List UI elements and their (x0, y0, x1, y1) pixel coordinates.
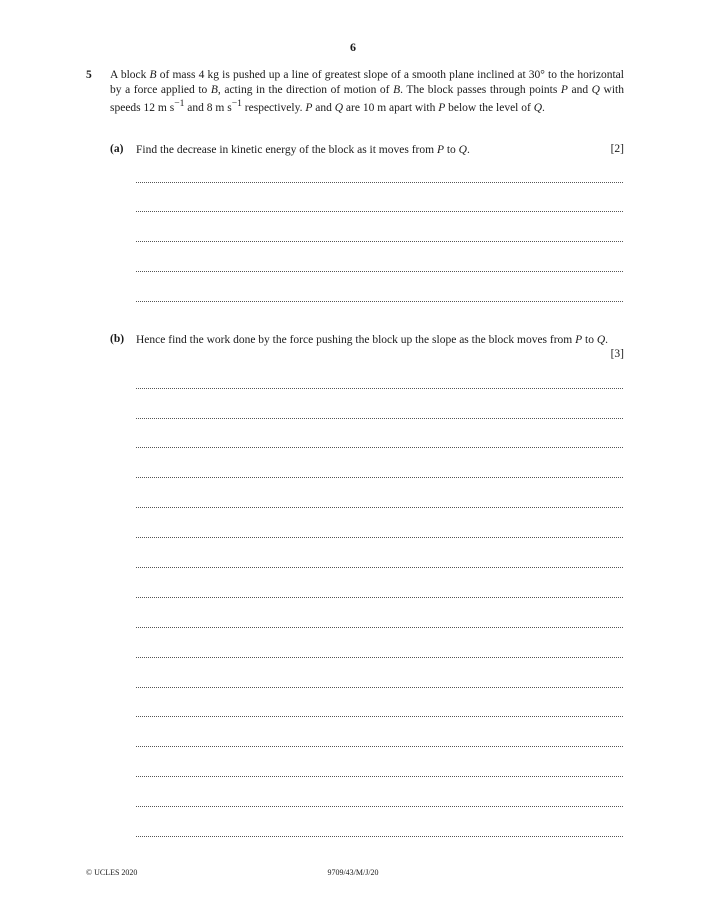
answer-line[interactable] (136, 182, 623, 183)
stem-exponent: −1 (174, 98, 185, 109)
part-b-text (136, 333, 624, 348)
stem-text: , acting in the direction of motion of (217, 83, 394, 96)
part-a-text-1: Find the decrease in kinetic energy of the block as it moves from (136, 144, 437, 156)
answer-line[interactable] (136, 507, 623, 508)
part-b-text-2: to (582, 334, 597, 346)
question-stem (110, 68, 624, 115)
stem-text: with speeds 12 m s (110, 83, 624, 114)
answer-line[interactable] (136, 477, 623, 478)
footer-paper-code: 9709/43/M/J/20 (327, 868, 379, 877)
part-a-var-p: P (436, 144, 444, 156)
stem-text: and (567, 83, 592, 96)
stem-exponent: −1 (231, 98, 242, 109)
stem-text: below the level of (445, 101, 534, 114)
stem-var: P (305, 101, 313, 114)
part-b-text-1: Hence find the work done by the force pushing the block up the slope as the block moves from (136, 334, 576, 346)
part-b-var-p: P (575, 334, 583, 346)
stem-text: A block (110, 69, 150, 81)
stem-text: and 8 m s (184, 101, 232, 114)
part-a-marks: [2] (610, 143, 624, 155)
stem-var: B (393, 83, 401, 96)
stem-var: Q (533, 101, 543, 114)
stem-text: are 10 m apart with (343, 101, 439, 114)
footer-copyright: © UCLES 2020 (86, 868, 138, 877)
stem-text: of mass 4 kg is pushed up a line of greatest slope of a smooth plane inclined at 30° to the horizontal by a force applied to (110, 69, 624, 96)
part-b-marks: [3] (610, 348, 624, 360)
answer-line[interactable] (136, 241, 623, 242)
stem-text: . (542, 101, 545, 114)
answer-line[interactable] (136, 301, 623, 302)
part-b-var-q: Q (596, 334, 606, 346)
part-a-text-2: to (443, 144, 459, 156)
part-b-label: (b) (110, 333, 125, 345)
part-b-text-3: . (605, 334, 609, 346)
answer-line[interactable] (136, 271, 623, 272)
part-a-var-q: Q (458, 144, 467, 156)
answer-line[interactable] (136, 627, 623, 628)
stem-var: P (560, 83, 568, 96)
answer-line[interactable] (136, 388, 623, 389)
part-a-text (136, 143, 624, 158)
answer-line[interactable] (136, 716, 623, 717)
answer-line[interactable] (136, 687, 623, 688)
answer-line[interactable] (136, 806, 623, 807)
answer-line[interactable] (136, 776, 623, 777)
answer-line[interactable] (136, 567, 623, 568)
stem-var: B (149, 69, 157, 81)
answer-line[interactable] (136, 746, 623, 747)
question-number: 5 (86, 69, 92, 81)
stem-text: and (312, 101, 335, 114)
answer-line[interactable] (136, 447, 623, 448)
stem-var: B (210, 83, 218, 96)
stem-var: P (438, 101, 446, 114)
stem-text: respectively. (241, 101, 306, 114)
answer-line[interactable] (136, 836, 623, 837)
page-number: 6 (350, 40, 356, 54)
stem-text: . The block passes through points (400, 83, 561, 96)
part-a-text-3: . (466, 144, 470, 156)
answer-line[interactable] (136, 537, 623, 538)
stem-var: Q (591, 83, 600, 96)
answer-line[interactable] (136, 418, 623, 419)
part-a-label: (a) (110, 143, 124, 155)
answer-line[interactable] (136, 657, 623, 658)
answer-line[interactable] (136, 211, 623, 212)
answer-line[interactable] (136, 597, 623, 598)
stem-var: Q (334, 101, 344, 114)
